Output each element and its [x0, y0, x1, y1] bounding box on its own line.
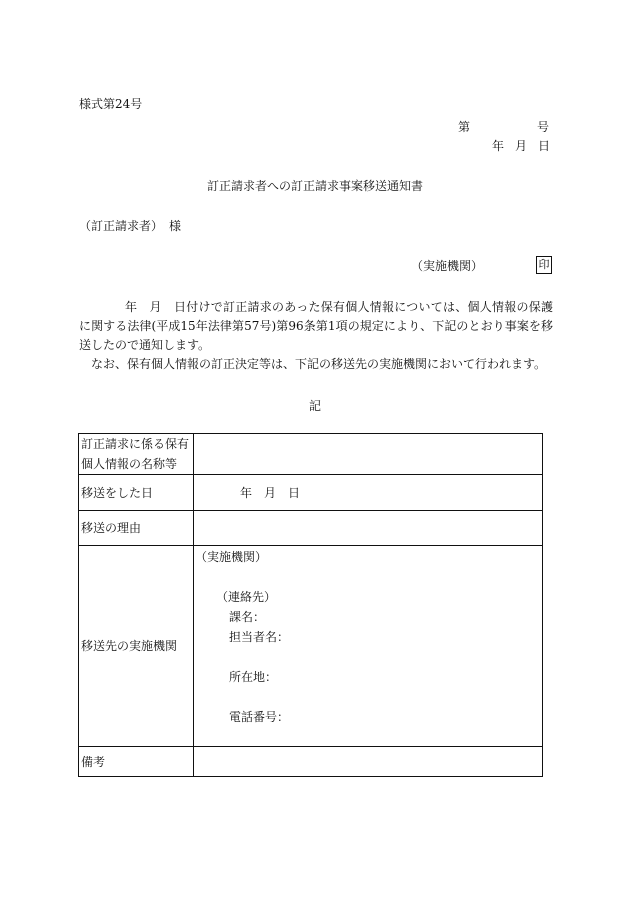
- document-date: [492, 138, 550, 154]
- row-label-destination-agency: 移送先の実施機関: [79, 546, 194, 747]
- row-value-transfer-reason: [194, 511, 543, 546]
- section-name-label: 課名：: [229, 610, 266, 624]
- body-paragraph-2: なお、保有個人情報の訂正決定等は、下記の移送先の実施機関において行われます。: [91, 357, 547, 371]
- date-day: 日: [538, 139, 551, 153]
- detail-table: [78, 433, 543, 777]
- ki-heading: 記: [308, 399, 321, 413]
- row-value-remarks: [194, 747, 543, 777]
- table-row: [79, 511, 543, 546]
- table-row: [79, 434, 543, 475]
- date-year: 年: [492, 139, 505, 153]
- document-title: 訂正請求者への訂正請求事案移送通知書: [206, 179, 423, 193]
- row-value-information-name: [194, 434, 543, 475]
- row-value-transfer-date: [194, 475, 543, 511]
- contact-label: （連絡先）: [216, 590, 277, 604]
- transfer-date-value: 年 月 日: [240, 485, 301, 500]
- requester-line: （訂正請求者） 様: [79, 219, 182, 233]
- row-label-remarks: 備考: [79, 747, 194, 777]
- table-row: [79, 475, 543, 511]
- row-value-destination-agency: [194, 546, 543, 747]
- row-label-information-name: 訂正請求に係る保有個人情報の名称等: [79, 434, 194, 475]
- form-number: 様式第24号: [79, 97, 143, 111]
- body-text: [79, 298, 553, 374]
- person-in-charge-label: 担当者名：: [229, 630, 290, 644]
- number-prefix: 第: [458, 120, 471, 134]
- phone-number-label: 電話番号：: [229, 710, 290, 724]
- destination-details: [194, 546, 542, 746]
- date-month: 月: [515, 139, 528, 153]
- destination-agency-label: （実施機関）: [195, 550, 268, 564]
- table-row: [79, 546, 543, 747]
- body-paragraph-1: 年 月 日付けで訂正請求のあった保有個人情報については、個人情報の保護に関する法律(平成15年法律第57号)第96条第1項の規定により、下記のとおり事案を移送したので通知します。: [79, 300, 553, 352]
- table-row: [79, 747, 543, 777]
- address-label: 所在地：: [229, 670, 278, 684]
- row-label-transfer-reason: 移送の理由: [79, 511, 194, 546]
- seal-stamp: 印: [536, 256, 552, 274]
- number-suffix: 号: [536, 120, 549, 134]
- row-label-transfer-date: 移送をした日: [79, 475, 194, 511]
- agency-line: （実施機関）: [411, 259, 484, 273]
